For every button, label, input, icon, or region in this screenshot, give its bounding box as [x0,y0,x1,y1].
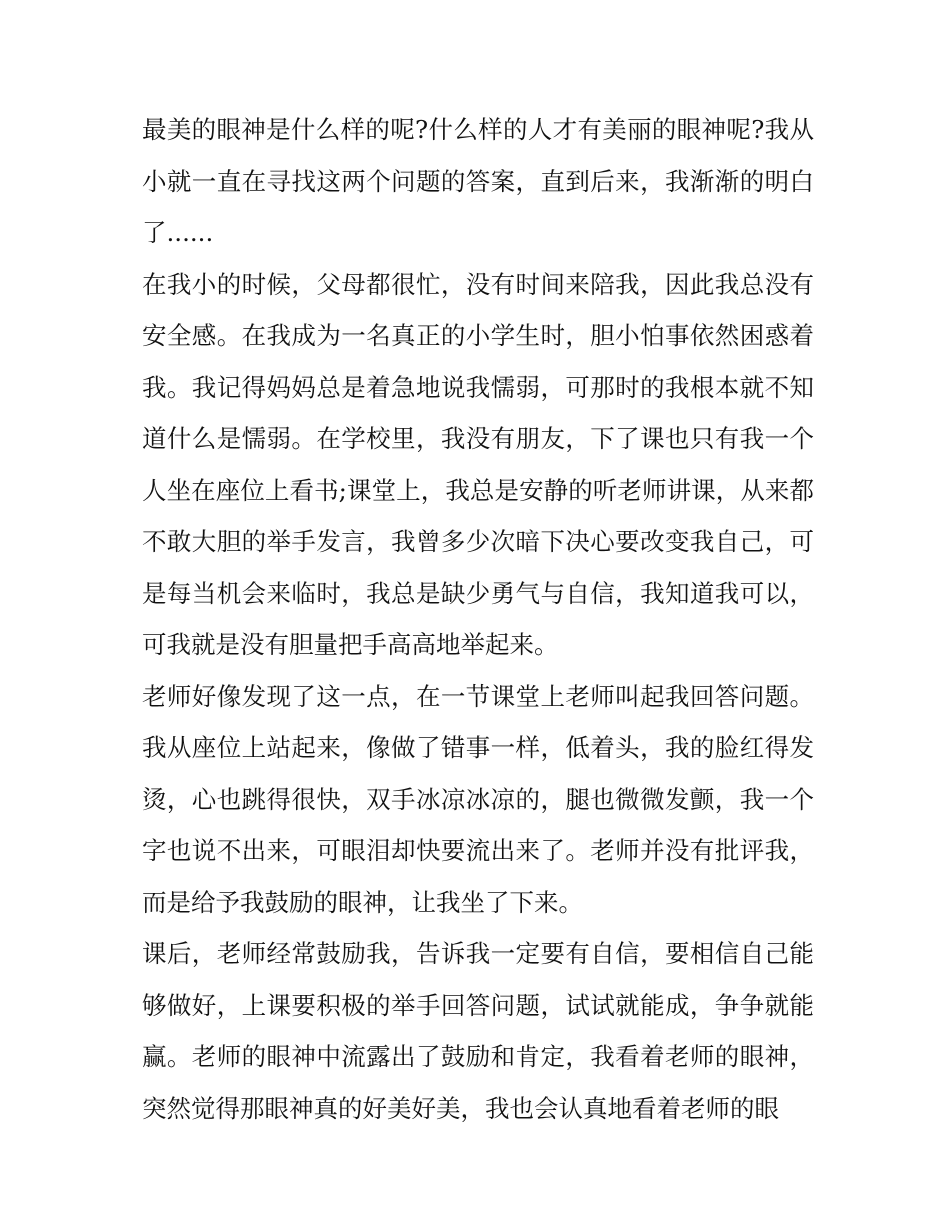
paragraph-1: 最美的眼神是什么样的呢?什么样的人才有美丽的眼神呢?我从小就一直在寻找这两个问题的答案，直到后来，我渐渐的明白了...... [142,115,814,247]
document-body [142,104,814,1134]
paragraph-3: 老师好像发现了这一点，在一节课堂上老师叫起我回答问题。我从座位上站起来，像做了错事一样，低着头，我的脸红得发烫，心也跳得很快，双手冰凉冰凉的，腿也微微发颤，我一个字也说不出来，可眼泪却快要流出来了。老师并没有批评我，而是给予我鼓励的眼神，让我坐了下来。 [142,681,814,917]
paragraph-2: 在我小的时候，父母都很忙，没有时间来陪我，因此我总没有安全感。在我成为一名真正的小学生时，胆小怕事依然困惑着我。我记得妈妈总是着急地说我懦弱，可那时的我根本就不知道什么是懦弱。在学校里，我没有朋友，下了课也只有我一个人坐在座位上看书;课堂上，我总是安静的听老师讲课，从来都不敢大胆的举手发言，我曾多少次暗下决心要改变我自己，可是每当机会来临时，我总是缺少勇气与自信，我知道我可以，可我就是没有胆量把手高高地举起来。 [142,269,814,659]
paragraph-4: 课后，老师经常鼓励我，告诉我一定要有自信，要相信自己能够做好，上课要积极的举手回答问题，试试就能成，争争就能赢。老师的眼神中流露出了鼓励和肯定，我看着老师的眼神，突然觉得那眼神真的好美好美，我也会认真地看着老师的眼 [142,939,814,1123]
